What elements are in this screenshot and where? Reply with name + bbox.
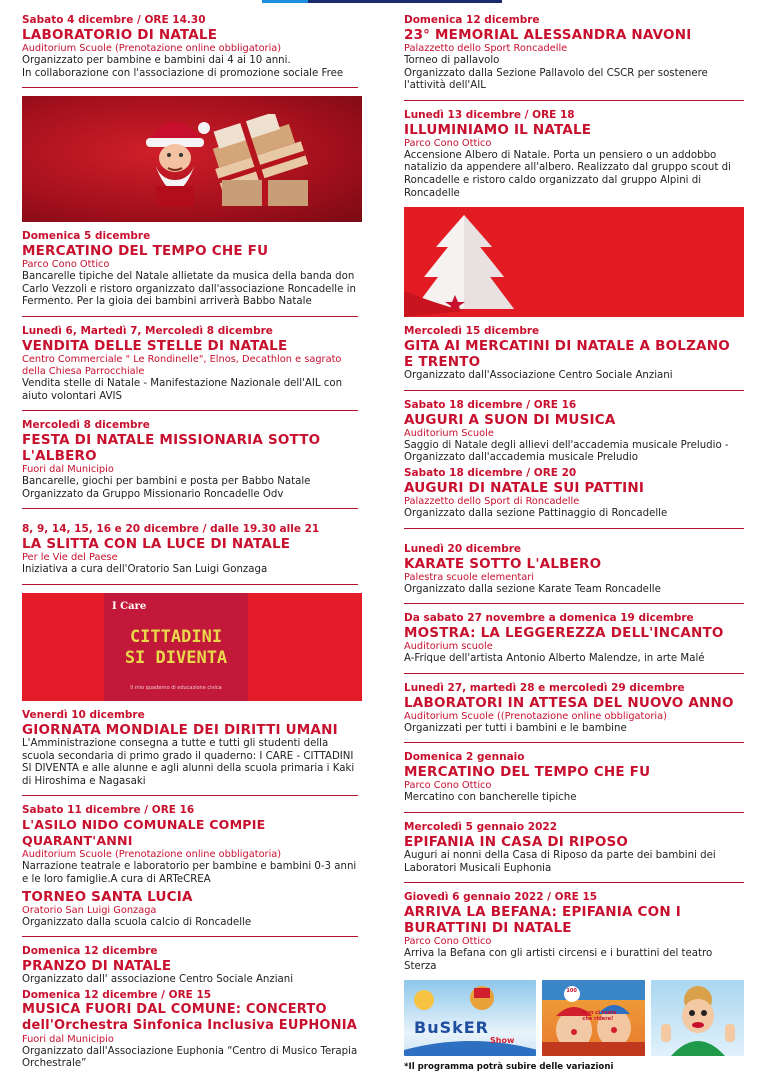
event-item	[22, 804, 358, 886]
event-date: Mercoledì 15 dicembre	[404, 325, 540, 338]
event-date: Sabato 18 dicembre / ORE 16	[404, 398, 577, 411]
gift-boxes-icon	[208, 114, 318, 214]
event-date: Giovedì 6 gennaio 2022 / ORE 15	[404, 891, 598, 904]
divider	[22, 584, 358, 585]
divider	[22, 936, 358, 937]
event-description: Mercatino con bancherelle tipiche	[404, 792, 577, 804]
divider	[404, 390, 744, 391]
event-place: Auditorium scuole	[404, 641, 493, 653]
top-bar-accent	[262, 0, 308, 3]
event-place: Auditorium Scuole (Prenotazione online obbligatoria)	[22, 43, 282, 54]
event-date: Da sabato 27 novembre a domenica 19 dicembre	[404, 612, 694, 625]
event-item	[404, 891, 744, 973]
busker-show-image	[404, 980, 536, 1056]
footnote: *Il programma potrà subire delle variazioni	[404, 1062, 614, 1073]
event-title: EPIFANIA IN CASA DI RIPOSO	[404, 833, 629, 850]
booklet-title-line-1: CITTADINI	[129, 626, 223, 647]
divider	[404, 812, 744, 813]
event-title: GIORNATA MONDIALE DEI DIRITTI UMANI	[22, 721, 338, 738]
booklet-subtitle: Il mio quaderno di educazione civica	[130, 684, 222, 691]
busker-title: BuSkER	[414, 1018, 489, 1038]
event-date: Domenica 12 dicembre	[22, 945, 158, 958]
event-description: Saggio di Natale degli allievi dell'accademia musicale Preludio - Organizzato dall'accademia musicale Preludio	[404, 439, 729, 464]
event-date: Venerdì 10 dicembre	[22, 708, 145, 721]
event-description: Organizzato per bambine e bambini dai 4 ai 10 anni. In collaborazione con l'associazione di promozione sociale Free	[22, 55, 344, 79]
event-description: Organizzato dall'Associazione Centro Sociale Anziani	[404, 370, 673, 382]
event-date: Lunedì 27, martedì 28 e mercoledì 29 dicembre	[404, 681, 685, 694]
event-description: Auguri ai nonni della Casa di Riposo da parte dei bambini dei Laboratori Musicali Euphonia	[404, 849, 716, 874]
event-date: Domenica 12 dicembre / ORE 15	[22, 988, 212, 1001]
event-title: LABORATORI IN ATTESA DEL NUOVO ANNO	[404, 694, 734, 711]
event-item	[22, 709, 358, 788]
event-place: Auditorium Scuole	[404, 427, 494, 439]
event-date: Lunedì 20 dicembre	[404, 542, 522, 555]
event-place: Auditorium Scuole ((Prenotazione online obbligatoria)	[404, 710, 667, 722]
paper-tree-icon	[404, 207, 744, 317]
event-title: MUSICA FUORI DAL COMUNE: CONCERTO dell'Orchestra Sinfonica Inclusiva EUPHONIA	[22, 1001, 358, 1033]
event-description: Organizzato dalla sezione Pattinaggio di Roncadelle	[404, 507, 668, 519]
event-item	[404, 612, 744, 666]
event-item	[22, 945, 358, 987]
event-place: Fuori dal Municipio	[22, 1033, 114, 1045]
divider	[404, 882, 744, 883]
event-place: Oratorio San Luigi Gonzaga	[22, 904, 157, 916]
event-description: Bancarelle tipiche del Natale allietate da musica della banda don Carlo Vezzoli e ristoro organizzato dall'associazione Roncadelle in Fermento. Per la gioia dei bambini arriverà Babbo Natale	[22, 271, 356, 308]
clowns-badge: 100	[566, 988, 577, 995]
event-description: Accensione Albero di Natale. Porta un pensiero o un addobbo natalizio da appendere all'albero. Realizzato dal gruppo scout di Roncadelle e ristoro caldo organizzato dal gruppo Alpini di Roncadelle	[404, 149, 731, 199]
event-description: Organizzati per tutti i bambini e le bambine	[404, 722, 627, 734]
booklet-title-line-2: SI DIVENTA	[124, 647, 228, 668]
puppet-icon	[651, 980, 744, 1056]
event-description: Narrazione teatrale e laboratorio per bambine e bambini 0-3 anni e le loro famiglie.A cura di ARTeCREA	[22, 861, 357, 885]
event-place: Centro Commerciale " Le Rondinelle", Elnos, Decathlon e sagrato della Chiesa Parrocchiale	[22, 353, 342, 377]
event-item	[404, 325, 744, 383]
event-description: A-Frique dell'artista Antonio Alberto Malendze, in arte Malé	[404, 653, 705, 665]
event-title: PRANZO DI NATALE	[22, 958, 172, 975]
event-description: Iniziativa a cura dell'Oratorio San Luigi Gonzaga	[22, 564, 268, 576]
event-place: Palazzetto dello Sport di Roncadelle	[404, 495, 580, 507]
event-date: Sabato 11 dicembre / ORE 16	[22, 804, 195, 817]
booklet-header: I Care	[112, 600, 147, 612]
event-date: Mercoledì 8 dicembre	[22, 419, 150, 432]
event-title: AUGURI DI NATALE SUI PATTINI	[404, 479, 645, 496]
event-item	[404, 14, 744, 93]
divider	[404, 100, 744, 101]
i-care-booklet-image	[22, 593, 362, 701]
event-description: Organizzato dall'Associazione Euphonia “Centro di Musico Terapia Orchestrale”	[22, 1045, 358, 1070]
event-title: ILLUMINIAMO IL NATALE	[404, 121, 592, 138]
event-item	[404, 821, 744, 875]
event-item	[22, 889, 358, 930]
booklet-title	[114, 627, 238, 669]
divider	[404, 528, 744, 529]
event-item	[22, 230, 358, 309]
booklet-cover	[104, 593, 248, 701]
event-title: KARATE SOTTO L'ALBERO	[404, 555, 602, 572]
event-title: MOSTRA: LA LEGGEREZZA DELL'INCANTO	[404, 625, 724, 642]
right-column	[404, 14, 744, 1072]
event-title: 23° MEMORIAL ALESSANDRA NAVONI	[404, 27, 692, 43]
event-title: LABORATORIO DI NATALE	[22, 27, 218, 43]
event-item	[22, 523, 358, 577]
event-date: Domenica 2 gennaio	[404, 751, 525, 764]
event-description: Organizzato dall' associazione Centro Sociale Anziani	[22, 974, 294, 986]
event-title: LA SLITTA CON LA LUCE DI NATALE	[22, 536, 291, 553]
event-date: Lunedì 13 dicembre / ORE 18	[404, 108, 575, 121]
event-place: Parco Cono Ottico	[404, 780, 492, 792]
event-title: TORNEO SANTA LUCIA	[22, 888, 193, 905]
clowns-image	[542, 980, 645, 1056]
santa-claus-image	[22, 96, 362, 222]
christmas-tree-image	[404, 207, 744, 317]
event-place: Fuori dal Municipio	[22, 464, 114, 476]
event-place: Palazzetto dello Sport Roncadelle	[404, 43, 568, 54]
event-place: Palestra scuole elementari	[404, 571, 535, 583]
busker-show-label: Show	[490, 1036, 515, 1046]
event-title: ARRIVA LA BEFANA: EPIFANIA CON I BURATTINI DI NATALE	[404, 904, 681, 937]
event-description: L'Amministrazione consegna a tutte e tutti gli studenti della scuola secondaria di primo grado il quaderno: I CARE - CITTADINI SI DIVENTA e alle alunne e agli alunni della scuola primaria i Kaki di Hiroshima e Nagasaki	[22, 737, 355, 787]
event-description: Bancarelle, giochi per bambini e posta per Babbo Natale Organizzato da Gruppo Missionario Roncadelle Odv	[22, 476, 311, 500]
event-item	[404, 399, 744, 465]
event-date: Lunedì 6, Martedì 7, Mercoledì 8 dicembre	[22, 324, 273, 337]
event-description: Torneo di pallavolo Organizzato dalla Sezione Pallavolo del CSCR per sostenere l'attività dell'AIL	[404, 55, 708, 92]
event-place: Parco Cono Ottico	[404, 137, 492, 149]
event-place: Parco Cono Ottico	[22, 259, 110, 271]
event-item	[404, 109, 744, 200]
event-item	[22, 325, 358, 403]
divider	[404, 603, 744, 604]
event-date: Sabato 4 dicembre / ORE 14.30	[22, 14, 206, 26]
event-date: Domenica 12 dicembre	[404, 14, 540, 26]
event-place: Auditorium Scuole (Prenotazione online obbligatoria)	[22, 849, 282, 861]
event-item	[22, 419, 358, 501]
event-place: Parco Cono Ottico	[404, 936, 492, 948]
event-title: VENDITA DELLE STELLE DI NATALE	[22, 337, 288, 354]
santa-face-icon	[140, 110, 210, 206]
left-column	[22, 14, 358, 1078]
event-item	[404, 467, 744, 521]
event-description: Vendita stelle di Natale - Manifestazione Nazionale dell'AIL con aiuto volontari AVIS	[22, 377, 343, 402]
event-date: 8, 9, 14, 15, 16 e 20 dicembre / dalle 19.30 alle 21	[22, 523, 320, 536]
event-description: Arriva la Befana con gli artisti circensi e i burattini del teatro Sterza	[404, 948, 713, 972]
divider	[22, 795, 358, 796]
divider	[22, 316, 358, 317]
event-date: Domenica 5 dicembre	[22, 230, 151, 243]
event-photos	[404, 980, 744, 1056]
event-title: L'ASILO NIDO COMUNALE COMPIE QUARANT'ANNI	[22, 817, 266, 849]
divider	[404, 742, 744, 743]
event-item	[22, 989, 358, 1071]
divider	[404, 673, 744, 674]
event-title: GITA AI MERCATINI DI NATALE A BOLZANO E TRENTO	[404, 338, 730, 371]
event-title: FESTA DI NATALE MISSIONARIA SOTTO L'ALBERO	[22, 432, 321, 465]
event-place: Per le Vie del Paese	[22, 552, 118, 564]
event-title: AUGURI A SUON DI MUSICA	[404, 411, 616, 428]
event-date: Sabato 18 dicembre / ORE 20	[404, 466, 577, 479]
divider	[22, 410, 358, 411]
divider	[22, 508, 358, 509]
event-title: MERCATINO DEL TEMPO CHE FU	[404, 764, 651, 781]
clowns-caption: Non ci resta che ridere!	[582, 1010, 617, 1023]
event-description: Organizzato dalla sezione Karate Team Roncadelle	[404, 583, 661, 595]
event-title: MERCATINO DEL TEMPO CHE FU	[22, 243, 269, 260]
event-item	[404, 543, 744, 597]
event-item	[404, 682, 744, 736]
event-description: Organizzato dalla scuola calcio di Roncadelle	[22, 916, 252, 928]
event-item	[404, 751, 744, 805]
puppet-image	[651, 980, 744, 1056]
event-item	[22, 14, 358, 80]
event-date: Mercoledì 5 gennaio 2022	[404, 820, 558, 833]
divider	[22, 87, 358, 88]
